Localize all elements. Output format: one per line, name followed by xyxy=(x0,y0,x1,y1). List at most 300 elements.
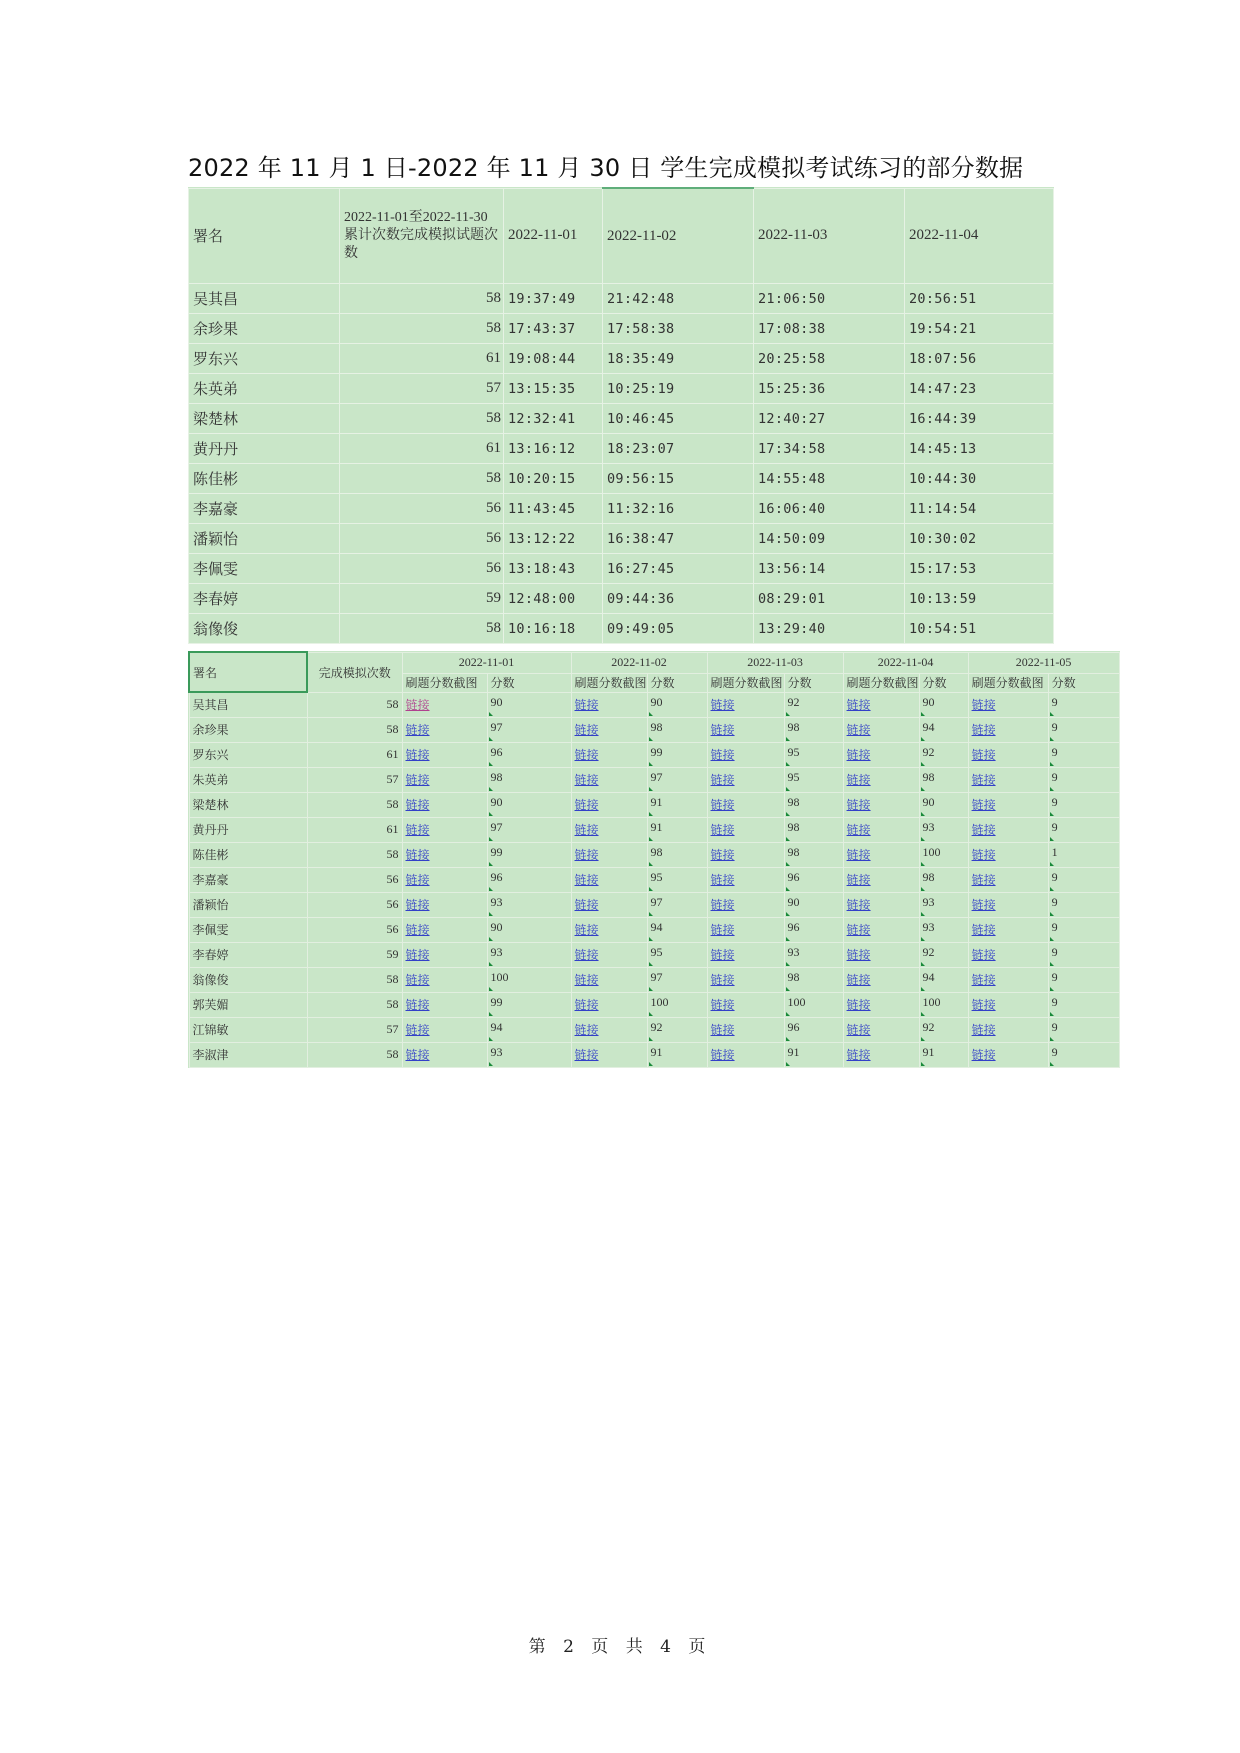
table-row xyxy=(189,842,1119,867)
header-date[interactable]: 2022-11-04 xyxy=(905,188,1054,284)
screenshot-link[interactable]: 链接 xyxy=(707,967,784,992)
screenshot-link[interactable]: 链接 xyxy=(707,867,784,892)
screenshot-link[interactable]: 链接 xyxy=(968,917,1048,942)
table-row xyxy=(189,817,1119,842)
screenshot-link[interactable]: 链接 xyxy=(843,967,919,992)
student-name-cell[interactable]: 李春婷 xyxy=(189,942,307,967)
table-row xyxy=(189,792,1119,817)
total-count-cell[interactable]: 58 xyxy=(340,314,504,344)
time-cell[interactable]: 20:25:58 xyxy=(754,344,905,374)
screenshot-link[interactable]: 链接 xyxy=(402,792,487,817)
score-cell[interactable]: 93 xyxy=(919,892,968,917)
time-cell[interactable]: 09:56:15 xyxy=(603,464,754,494)
score-cell[interactable]: 91 xyxy=(784,1042,843,1067)
student-name-cell[interactable]: 罗东兴 xyxy=(189,742,307,767)
student-name-cell[interactable]: 李嘉豪 xyxy=(189,867,307,892)
score-cell[interactable]: 91 xyxy=(919,1042,968,1067)
time-cell[interactable]: 17:58:38 xyxy=(603,314,754,344)
count-cell[interactable]: 58 xyxy=(307,1042,402,1067)
student-name-cell[interactable]: 郭芙媚 xyxy=(189,992,307,1017)
time-cell[interactable]: 16:06:40 xyxy=(754,494,905,524)
screenshot-link[interactable]: 链接 xyxy=(843,692,919,717)
score-cell[interactable]: 92 xyxy=(919,942,968,967)
score-cell[interactable]: 93 xyxy=(919,817,968,842)
score-cell[interactable]: 96 xyxy=(487,742,571,767)
screenshot-link[interactable]: 链接 xyxy=(707,717,784,742)
student-name-cell[interactable]: 潘颖怡 xyxy=(189,892,307,917)
screenshot-link[interactable]: 链接 xyxy=(402,717,487,742)
time-cell[interactable]: 19:08:44 xyxy=(504,344,603,374)
screenshot-link[interactable]: 链接 xyxy=(571,742,647,767)
score-cell[interactable]: 98 xyxy=(784,717,843,742)
count-cell[interactable]: 61 xyxy=(307,817,402,842)
count-cell[interactable]: 58 xyxy=(307,692,402,717)
score-cell[interactable]: 98 xyxy=(919,867,968,892)
score-cell[interactable]: 90 xyxy=(784,892,843,917)
score-cell[interactable]: 92 xyxy=(647,1017,707,1042)
header-date[interactable]: 2022-11-01 xyxy=(504,188,603,284)
student-name-cell[interactable]: 陈佳彬 xyxy=(189,842,307,867)
time-cell[interactable]: 13:15:35 xyxy=(504,374,603,404)
screenshot-link[interactable]: 链接 xyxy=(843,1017,919,1042)
screenshot-link[interactable]: 链接 xyxy=(843,817,919,842)
score-cell[interactable]: 9 xyxy=(1048,1042,1119,1067)
student-name-cell[interactable]: 吴其昌 xyxy=(189,692,307,717)
screenshot-link[interactable]: 链接 xyxy=(707,742,784,767)
score-cell[interactable]: 97 xyxy=(647,892,707,917)
screenshot-link[interactable]: 链接 xyxy=(402,867,487,892)
header-score[interactable]: 分数 xyxy=(487,673,571,692)
screenshot-link[interactable]: 链接 xyxy=(402,1042,487,1067)
header-date[interactable]: 2022-11-05 xyxy=(968,652,1119,673)
student-name-cell[interactable]: 翁像俊 xyxy=(189,967,307,992)
score-cell[interactable]: 99 xyxy=(487,842,571,867)
student-name-cell[interactable]: 江锦敏 xyxy=(189,1017,307,1042)
table-header-row xyxy=(189,652,1119,673)
header-score[interactable]: 分数 xyxy=(647,673,707,692)
table-row xyxy=(189,742,1119,767)
score-cell[interactable]: 100 xyxy=(919,992,968,1017)
score-cell[interactable]: 91 xyxy=(647,792,707,817)
score-cell[interactable]: 94 xyxy=(919,967,968,992)
screenshot-link[interactable]: 链接 xyxy=(843,892,919,917)
total-count-cell[interactable]: 58 xyxy=(340,464,504,494)
total-count-cell[interactable]: 58 xyxy=(340,404,504,434)
count-cell[interactable]: 56 xyxy=(307,867,402,892)
header-name[interactable]: 署名 xyxy=(189,652,307,692)
time-cell[interactable]: 20:56:51 xyxy=(905,284,1054,314)
screenshot-link[interactable]: 链接 xyxy=(968,892,1048,917)
table-row xyxy=(189,917,1119,942)
header-screenshot[interactable]: 刷题分数截图 xyxy=(402,673,487,692)
total-count-cell[interactable]: 57 xyxy=(340,374,504,404)
screenshot-link[interactable]: 链接 xyxy=(707,917,784,942)
time-cell[interactable]: 14:55:48 xyxy=(754,464,905,494)
header-date[interactable]: 2022-11-03 xyxy=(707,652,843,673)
score-cell[interactable]: 9 xyxy=(1048,817,1119,842)
score-cell[interactable]: 100 xyxy=(647,992,707,1017)
screenshot-link[interactable]: 链接 xyxy=(571,917,647,942)
score-cell[interactable]: 9 xyxy=(1048,792,1119,817)
screenshot-link[interactable]: 链接 xyxy=(402,692,487,717)
score-cell[interactable]: 94 xyxy=(487,1017,571,1042)
score-cell[interactable]: 97 xyxy=(487,817,571,842)
screenshot-link[interactable]: 链接 xyxy=(707,892,784,917)
time-cell[interactable]: 10:54:51 xyxy=(905,614,1054,644)
time-cell[interactable]: 09:49:05 xyxy=(603,614,754,644)
screenshot-link[interactable]: 链接 xyxy=(402,1017,487,1042)
score-table-container xyxy=(188,651,1076,1062)
score-cell[interactable]: 9 xyxy=(1048,692,1119,717)
screenshot-link[interactable]: 链接 xyxy=(571,792,647,817)
screenshot-link[interactable]: 链接 xyxy=(571,842,647,867)
time-cell[interactable]: 13:18:43 xyxy=(504,554,603,584)
score-cell[interactable]: 94 xyxy=(919,717,968,742)
screenshot-link[interactable]: 链接 xyxy=(402,767,487,792)
score-cell[interactable]: 98 xyxy=(647,717,707,742)
score-cell[interactable]: 91 xyxy=(647,1042,707,1067)
screenshot-link[interactable]: 链接 xyxy=(707,1042,784,1067)
table-header-row xyxy=(189,188,1054,284)
score-cell[interactable]: 95 xyxy=(784,767,843,792)
student-name-cell[interactable]: 李淑津 xyxy=(189,1042,307,1067)
score-cell[interactable]: 90 xyxy=(919,792,968,817)
time-cell[interactable]: 21:06:50 xyxy=(754,284,905,314)
time-cell[interactable]: 10:13:59 xyxy=(905,584,1054,614)
score-cell[interactable]: 90 xyxy=(647,692,707,717)
screenshot-link[interactable]: 链接 xyxy=(402,992,487,1017)
screenshot-link[interactable]: 链接 xyxy=(571,1017,647,1042)
score-cell[interactable]: 93 xyxy=(487,892,571,917)
screenshot-link[interactable]: 链接 xyxy=(571,867,647,892)
screenshot-link[interactable]: 链接 xyxy=(402,742,487,767)
score-cell[interactable]: 92 xyxy=(919,742,968,767)
screenshot-link[interactable]: 链接 xyxy=(707,692,784,717)
screenshot-link[interactable]: 链接 xyxy=(968,767,1048,792)
time-cell[interactable]: 17:43:37 xyxy=(504,314,603,344)
time-cell[interactable]: 10:20:15 xyxy=(504,464,603,494)
screenshot-link[interactable]: 链接 xyxy=(968,942,1048,967)
total-count-cell[interactable]: 58 xyxy=(340,614,504,644)
screenshot-link[interactable]: 链接 xyxy=(571,717,647,742)
total-count-cell[interactable]: 61 xyxy=(340,344,504,374)
screenshot-link[interactable]: 链接 xyxy=(707,942,784,967)
score-cell[interactable]: 9 xyxy=(1048,967,1119,992)
header-screenshot[interactable]: 刷题分数截图 xyxy=(707,673,784,692)
header-date[interactable]: 2022-11-02 xyxy=(571,652,707,673)
time-cell[interactable]: 16:44:39 xyxy=(905,404,1054,434)
score-cell[interactable]: 96 xyxy=(784,917,843,942)
time-cell[interactable]: 19:54:21 xyxy=(905,314,1054,344)
header-date[interactable]: 2022-11-03 xyxy=(754,188,905,284)
table-row xyxy=(189,942,1119,967)
student-name-cell[interactable]: 李嘉豪 xyxy=(189,494,340,524)
time-cell[interactable]: 10:16:18 xyxy=(504,614,603,644)
screenshot-link[interactable]: 链接 xyxy=(968,817,1048,842)
time-cell[interactable]: 14:45:13 xyxy=(905,434,1054,464)
score-link-table xyxy=(188,651,1120,1068)
score-cell[interactable]: 100 xyxy=(919,842,968,867)
header-date[interactable]: 2022-11-01 xyxy=(402,652,571,673)
screenshot-link[interactable]: 链接 xyxy=(843,867,919,892)
table-row xyxy=(189,692,1119,717)
score-cell[interactable]: 92 xyxy=(919,1017,968,1042)
score-cell[interactable]: 92 xyxy=(784,692,843,717)
header-date[interactable]: 2022-11-02 xyxy=(603,188,754,284)
score-cell[interactable]: 95 xyxy=(647,942,707,967)
screenshot-link[interactable]: 链接 xyxy=(402,917,487,942)
table-row xyxy=(189,767,1119,792)
score-cell[interactable]: 9 xyxy=(1048,942,1119,967)
screenshot-link[interactable]: 链接 xyxy=(707,992,784,1017)
time-cell[interactable]: 15:25:36 xyxy=(754,374,905,404)
student-name-cell[interactable]: 黄丹丹 xyxy=(189,817,307,842)
score-cell[interactable]: 96 xyxy=(784,867,843,892)
time-cell[interactable]: 09:44:36 xyxy=(603,584,754,614)
screenshot-link[interactable]: 链接 xyxy=(968,717,1048,742)
screenshot-link[interactable]: 链接 xyxy=(968,742,1048,767)
header-score[interactable]: 分数 xyxy=(1048,673,1119,692)
score-cell[interactable]: 98 xyxy=(784,817,843,842)
screenshot-link[interactable]: 链接 xyxy=(843,917,919,942)
score-cell[interactable]: 98 xyxy=(784,792,843,817)
score-cell[interactable]: 93 xyxy=(784,942,843,967)
student-name-cell[interactable]: 余珍果 xyxy=(189,717,307,742)
time-cell[interactable]: 12:40:27 xyxy=(754,404,905,434)
time-cell[interactable]: 13:12:22 xyxy=(504,524,603,554)
header-count[interactable]: 完成模拟次数 xyxy=(307,652,402,692)
screenshot-link[interactable]: 链接 xyxy=(843,842,919,867)
page-footer: 第 2 页 共 4 页 xyxy=(528,1637,712,1657)
student-name-cell[interactable]: 梁楚林 xyxy=(189,792,307,817)
screenshot-link[interactable]: 链接 xyxy=(402,842,487,867)
screenshot-link[interactable]: 链接 xyxy=(968,842,1048,867)
score-cell[interactable]: 99 xyxy=(487,992,571,1017)
count-cell[interactable]: 57 xyxy=(307,767,402,792)
table-row xyxy=(189,554,1054,584)
time-cell[interactable]: 08:29:01 xyxy=(754,584,905,614)
score-cell[interactable]: 100 xyxy=(487,967,571,992)
score-cell[interactable]: 9 xyxy=(1048,742,1119,767)
score-cell[interactable]: 1 xyxy=(1048,842,1119,867)
score-cell[interactable]: 99 xyxy=(647,742,707,767)
table-row xyxy=(189,434,1054,464)
screenshot-link[interactable]: 链接 xyxy=(968,1042,1048,1067)
screenshot-link[interactable]: 链接 xyxy=(843,717,919,742)
screenshot-link[interactable]: 链接 xyxy=(571,767,647,792)
score-cell[interactable]: 90 xyxy=(919,692,968,717)
screenshot-link[interactable]: 链接 xyxy=(968,992,1048,1017)
table-row xyxy=(189,464,1054,494)
table-row xyxy=(189,867,1119,892)
score-cell[interactable]: 97 xyxy=(487,717,571,742)
time-cell[interactable]: 18:07:56 xyxy=(905,344,1054,374)
time-cell[interactable]: 18:23:07 xyxy=(603,434,754,464)
time-cell[interactable]: 10:30:02 xyxy=(905,524,1054,554)
score-cell[interactable]: 97 xyxy=(647,967,707,992)
screenshot-link[interactable]: 链接 xyxy=(843,942,919,967)
score-cell[interactable]: 95 xyxy=(647,867,707,892)
count-cell[interactable]: 61 xyxy=(307,742,402,767)
time-cell[interactable]: 16:38:47 xyxy=(603,524,754,554)
time-cell[interactable]: 11:14:54 xyxy=(905,494,1054,524)
screenshot-link[interactable]: 链接 xyxy=(843,1042,919,1067)
count-cell[interactable]: 59 xyxy=(307,942,402,967)
score-cell[interactable]: 98 xyxy=(784,842,843,867)
score-cell[interactable]: 9 xyxy=(1048,867,1119,892)
time-cell[interactable]: 11:32:16 xyxy=(603,494,754,524)
screenshot-link[interactable]: 链接 xyxy=(968,867,1048,892)
score-cell[interactable]: 93 xyxy=(487,942,571,967)
student-name-cell[interactable]: 黄丹丹 xyxy=(189,434,340,464)
completion-time-table xyxy=(188,187,1054,644)
page-title: 2022 年 11 月 1 日-2022 年 11 月 30 日 学生完成模拟考试练习的部分数据 xyxy=(188,154,1024,182)
score-cell[interactable]: 9 xyxy=(1048,892,1119,917)
time-cell[interactable]: 15:17:53 xyxy=(905,554,1054,584)
score-cell[interactable]: 95 xyxy=(784,742,843,767)
screenshot-link[interactable]: 链接 xyxy=(707,792,784,817)
screenshot-link[interactable]: 链接 xyxy=(402,892,487,917)
count-cell[interactable]: 58 xyxy=(307,792,402,817)
score-cell[interactable]: 93 xyxy=(919,917,968,942)
score-cell[interactable]: 98 xyxy=(487,767,571,792)
header-date[interactable]: 2022-11-04 xyxy=(843,652,968,673)
table-row xyxy=(189,717,1119,742)
screenshot-link[interactable]: 链接 xyxy=(571,817,647,842)
screenshot-link[interactable]: 链接 xyxy=(968,967,1048,992)
table-row xyxy=(189,1042,1119,1067)
score-cell[interactable]: 93 xyxy=(487,1042,571,1067)
time-cell[interactable]: 14:47:23 xyxy=(905,374,1054,404)
header-score[interactable]: 分数 xyxy=(784,673,843,692)
total-count-cell[interactable]: 56 xyxy=(340,524,504,554)
screenshot-link[interactable]: 链接 xyxy=(968,792,1048,817)
count-cell[interactable]: 56 xyxy=(307,892,402,917)
score-cell[interactable]: 94 xyxy=(647,917,707,942)
screenshot-link[interactable]: 链接 xyxy=(402,942,487,967)
header-total-count[interactable] xyxy=(340,188,504,284)
time-cell[interactable]: 16:27:45 xyxy=(603,554,754,584)
student-name-cell[interactable]: 罗东兴 xyxy=(189,344,340,374)
time-cell[interactable]: 18:35:49 xyxy=(603,344,754,374)
screenshot-link[interactable]: 链接 xyxy=(571,967,647,992)
time-cell[interactable]: 11:43:45 xyxy=(504,494,603,524)
student-name-cell[interactable]: 翁像俊 xyxy=(189,614,340,644)
time-cell[interactable]: 12:32:41 xyxy=(504,404,603,434)
time-cell[interactable]: 21:42:48 xyxy=(603,284,754,314)
count-cell[interactable]: 58 xyxy=(307,992,402,1017)
header-screenshot[interactable]: 刷题分数截图 xyxy=(843,673,919,692)
screenshot-link[interactable]: 链接 xyxy=(571,692,647,717)
score-cell[interactable]: 96 xyxy=(784,1017,843,1042)
screenshot-link[interactable]: 链接 xyxy=(843,767,919,792)
table-row xyxy=(189,1017,1119,1042)
score-cell[interactable]: 90 xyxy=(487,792,571,817)
score-cell[interactable]: 96 xyxy=(487,867,571,892)
time-cell[interactable]: 13:29:40 xyxy=(754,614,905,644)
score-cell[interactable]: 90 xyxy=(487,917,571,942)
student-name-cell[interactable]: 陈佳彬 xyxy=(189,464,340,494)
screenshot-link[interactable]: 链接 xyxy=(402,967,487,992)
screenshot-link[interactable]: 链接 xyxy=(707,1017,784,1042)
student-name-cell[interactable]: 梁楚林 xyxy=(189,404,340,434)
score-cell[interactable]: 91 xyxy=(647,817,707,842)
table-row xyxy=(189,892,1119,917)
header-screenshot[interactable]: 刷题分数截图 xyxy=(968,673,1048,692)
student-name-cell[interactable]: 潘颖怡 xyxy=(189,524,340,554)
header-screenshot[interactable]: 刷题分数截图 xyxy=(571,673,647,692)
screenshot-link[interactable]: 链接 xyxy=(571,892,647,917)
score-cell[interactable]: 9 xyxy=(1048,992,1119,1017)
total-count-cell[interactable]: 59 xyxy=(340,584,504,614)
total-count-cell[interactable]: 56 xyxy=(340,554,504,584)
score-cell[interactable]: 9 xyxy=(1048,767,1119,792)
screenshot-link[interactable]: 链接 xyxy=(843,742,919,767)
score-cell[interactable]: 9 xyxy=(1048,717,1119,742)
score-cell[interactable]: 98 xyxy=(647,842,707,867)
screenshot-link[interactable]: 链接 xyxy=(571,942,647,967)
screenshot-link[interactable]: 链接 xyxy=(707,817,784,842)
time-cell[interactable]: 17:34:58 xyxy=(754,434,905,464)
time-cell[interactable]: 10:44:30 xyxy=(905,464,1054,494)
count-cell[interactable]: 56 xyxy=(307,917,402,942)
total-count-cell[interactable]: 61 xyxy=(340,434,504,464)
time-cell[interactable]: 12:48:00 xyxy=(504,584,603,614)
score-cell[interactable]: 100 xyxy=(784,992,843,1017)
header-score[interactable]: 分数 xyxy=(919,673,968,692)
time-cell[interactable]: 14:50:09 xyxy=(754,524,905,554)
student-name-cell[interactable]: 李春婷 xyxy=(189,584,340,614)
score-cell[interactable]: 98 xyxy=(919,767,968,792)
time-cell[interactable]: 19:37:49 xyxy=(504,284,603,314)
screenshot-link[interactable]: 链接 xyxy=(968,692,1048,717)
table-row xyxy=(189,374,1054,404)
student-name-cell[interactable]: 李佩雯 xyxy=(189,554,340,584)
count-cell[interactable]: 58 xyxy=(307,717,402,742)
time-cell[interactable]: 10:46:45 xyxy=(603,404,754,434)
time-cell[interactable]: 13:16:12 xyxy=(504,434,603,464)
screenshot-link[interactable]: 链接 xyxy=(843,992,919,1017)
count-cell[interactable]: 58 xyxy=(307,842,402,867)
total-count-cell[interactable]: 56 xyxy=(340,494,504,524)
student-name-cell[interactable]: 李佩雯 xyxy=(189,917,307,942)
score-cell[interactable]: 9 xyxy=(1048,1017,1119,1042)
time-cell[interactable]: 13:56:14 xyxy=(754,554,905,584)
screenshot-link[interactable]: 链接 xyxy=(707,842,784,867)
screenshot-link[interactable]: 链接 xyxy=(571,1042,647,1067)
student-name-cell[interactable]: 朱英弟 xyxy=(189,374,340,404)
student-name-cell[interactable]: 朱英弟 xyxy=(189,767,307,792)
score-cell[interactable]: 90 xyxy=(487,692,571,717)
count-cell[interactable]: 57 xyxy=(307,1017,402,1042)
header-name[interactable]: 署名 xyxy=(189,188,340,284)
screenshot-link[interactable]: 链接 xyxy=(843,792,919,817)
screenshot-link[interactable]: 链接 xyxy=(402,817,487,842)
score-cell[interactable]: 98 xyxy=(784,967,843,992)
student-name-cell[interactable]: 余珍果 xyxy=(189,314,340,344)
screenshot-link[interactable]: 链接 xyxy=(571,992,647,1017)
screenshot-link[interactable]: 链接 xyxy=(968,1017,1048,1042)
score-cell[interactable]: 97 xyxy=(647,767,707,792)
time-cell[interactable]: 17:08:38 xyxy=(754,314,905,344)
time-cell[interactable]: 10:25:19 xyxy=(603,374,754,404)
score-cell[interactable]: 9 xyxy=(1048,917,1119,942)
student-name-cell[interactable]: 吴其昌 xyxy=(189,284,340,314)
screenshot-link[interactable]: 链接 xyxy=(707,767,784,792)
table-row xyxy=(189,314,1054,344)
total-count-cell[interactable]: 58 xyxy=(340,284,504,314)
count-cell[interactable]: 58 xyxy=(307,967,402,992)
